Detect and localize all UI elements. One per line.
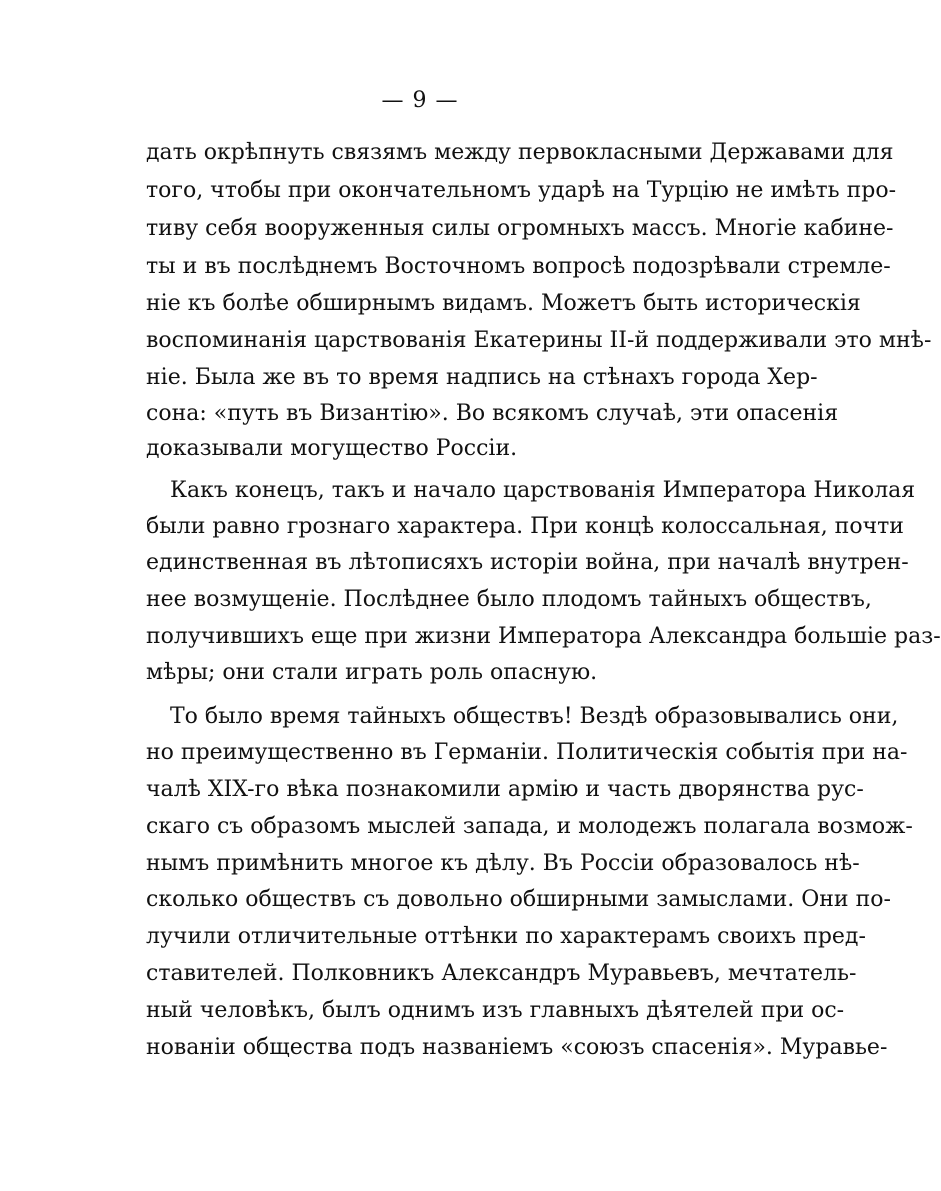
text-line: доказывали могущество Россіи. (146, 436, 518, 461)
text-line: ный человѣкъ, былъ однимъ изъ главныхъ дѣятелей при ос- (146, 998, 845, 1023)
text-line: ставителей. Полковникъ Александръ Муравьевъ, мечтатель- (146, 961, 857, 986)
text-line: То было время тайныхъ обществъ! Вездѣ образовывались они, (170, 704, 899, 729)
text-line: ты и въ послѣднемъ Восточномъ вопросѣ подозрѣвали стремле- (146, 254, 891, 279)
page-number: — 9 — (381, 88, 459, 113)
text-line: воспоминанія царствованія Екатерины II-й поддерживали это мнѣ- (146, 328, 932, 353)
text-line: были равно грознаго характера. При концѣ колоссальная, почти (146, 514, 904, 539)
text-line: единственная въ лѣтописяхъ исторіи война, при началѣ внутрен- (146, 550, 909, 575)
text-line: скаго съ образомъ мыслей запада, и молодежъ полагала возмож- (146, 814, 913, 839)
text-line: тиву себя вооруженныя силы огромныхъ массъ. Многіе кабине- (146, 216, 894, 241)
text-line: сона: «путь въ Византію». Во всякомъ случаѣ, эти опасенія (146, 401, 839, 426)
text-line: ніе. Была же въ то время надпись на стѣнахъ города Хер- (146, 365, 818, 390)
text-line: ніе къ болѣе обширнымъ видамъ. Можетъ быть историческія (146, 291, 861, 316)
text-line: но преимущественно въ Германіи. Политическія событія при на- (146, 740, 908, 765)
text-line: лучили отличительные оттѣнки по характерамъ своихъ пред- (146, 924, 866, 949)
text-line: чалѣ XIX-го вѣка познакомили армію и часть дворянства рус- (146, 777, 864, 802)
text-line: получившихъ еще при жизни Императора Александра большіе раз- (146, 624, 941, 649)
text-line: того, чтобы при окончательномъ ударѣ на Турцію не имѣть про- (146, 178, 897, 203)
text-line: сколько обществъ съ довольно обширными замыслами. Они по- (146, 887, 891, 912)
text-line: нее возмущеніе. Послѣднее было плодомъ тайныхъ обществъ, (146, 587, 872, 612)
text-line: нымъ примѣнить многое къ дѣлу. Въ Россіи образовалось нѣ- (146, 851, 860, 876)
text-line: нованіи общества подъ названіемъ «союзъ спасенія». Муравье- (146, 1035, 888, 1060)
text-line: дать окрѣпнуть связямъ между первокласными Державами для (146, 140, 894, 165)
text-line: мѣры; они стали играть роль опасную. (146, 660, 598, 685)
text-line: Какъ конецъ, такъ и начало царствованія Императора Николая (170, 478, 916, 503)
